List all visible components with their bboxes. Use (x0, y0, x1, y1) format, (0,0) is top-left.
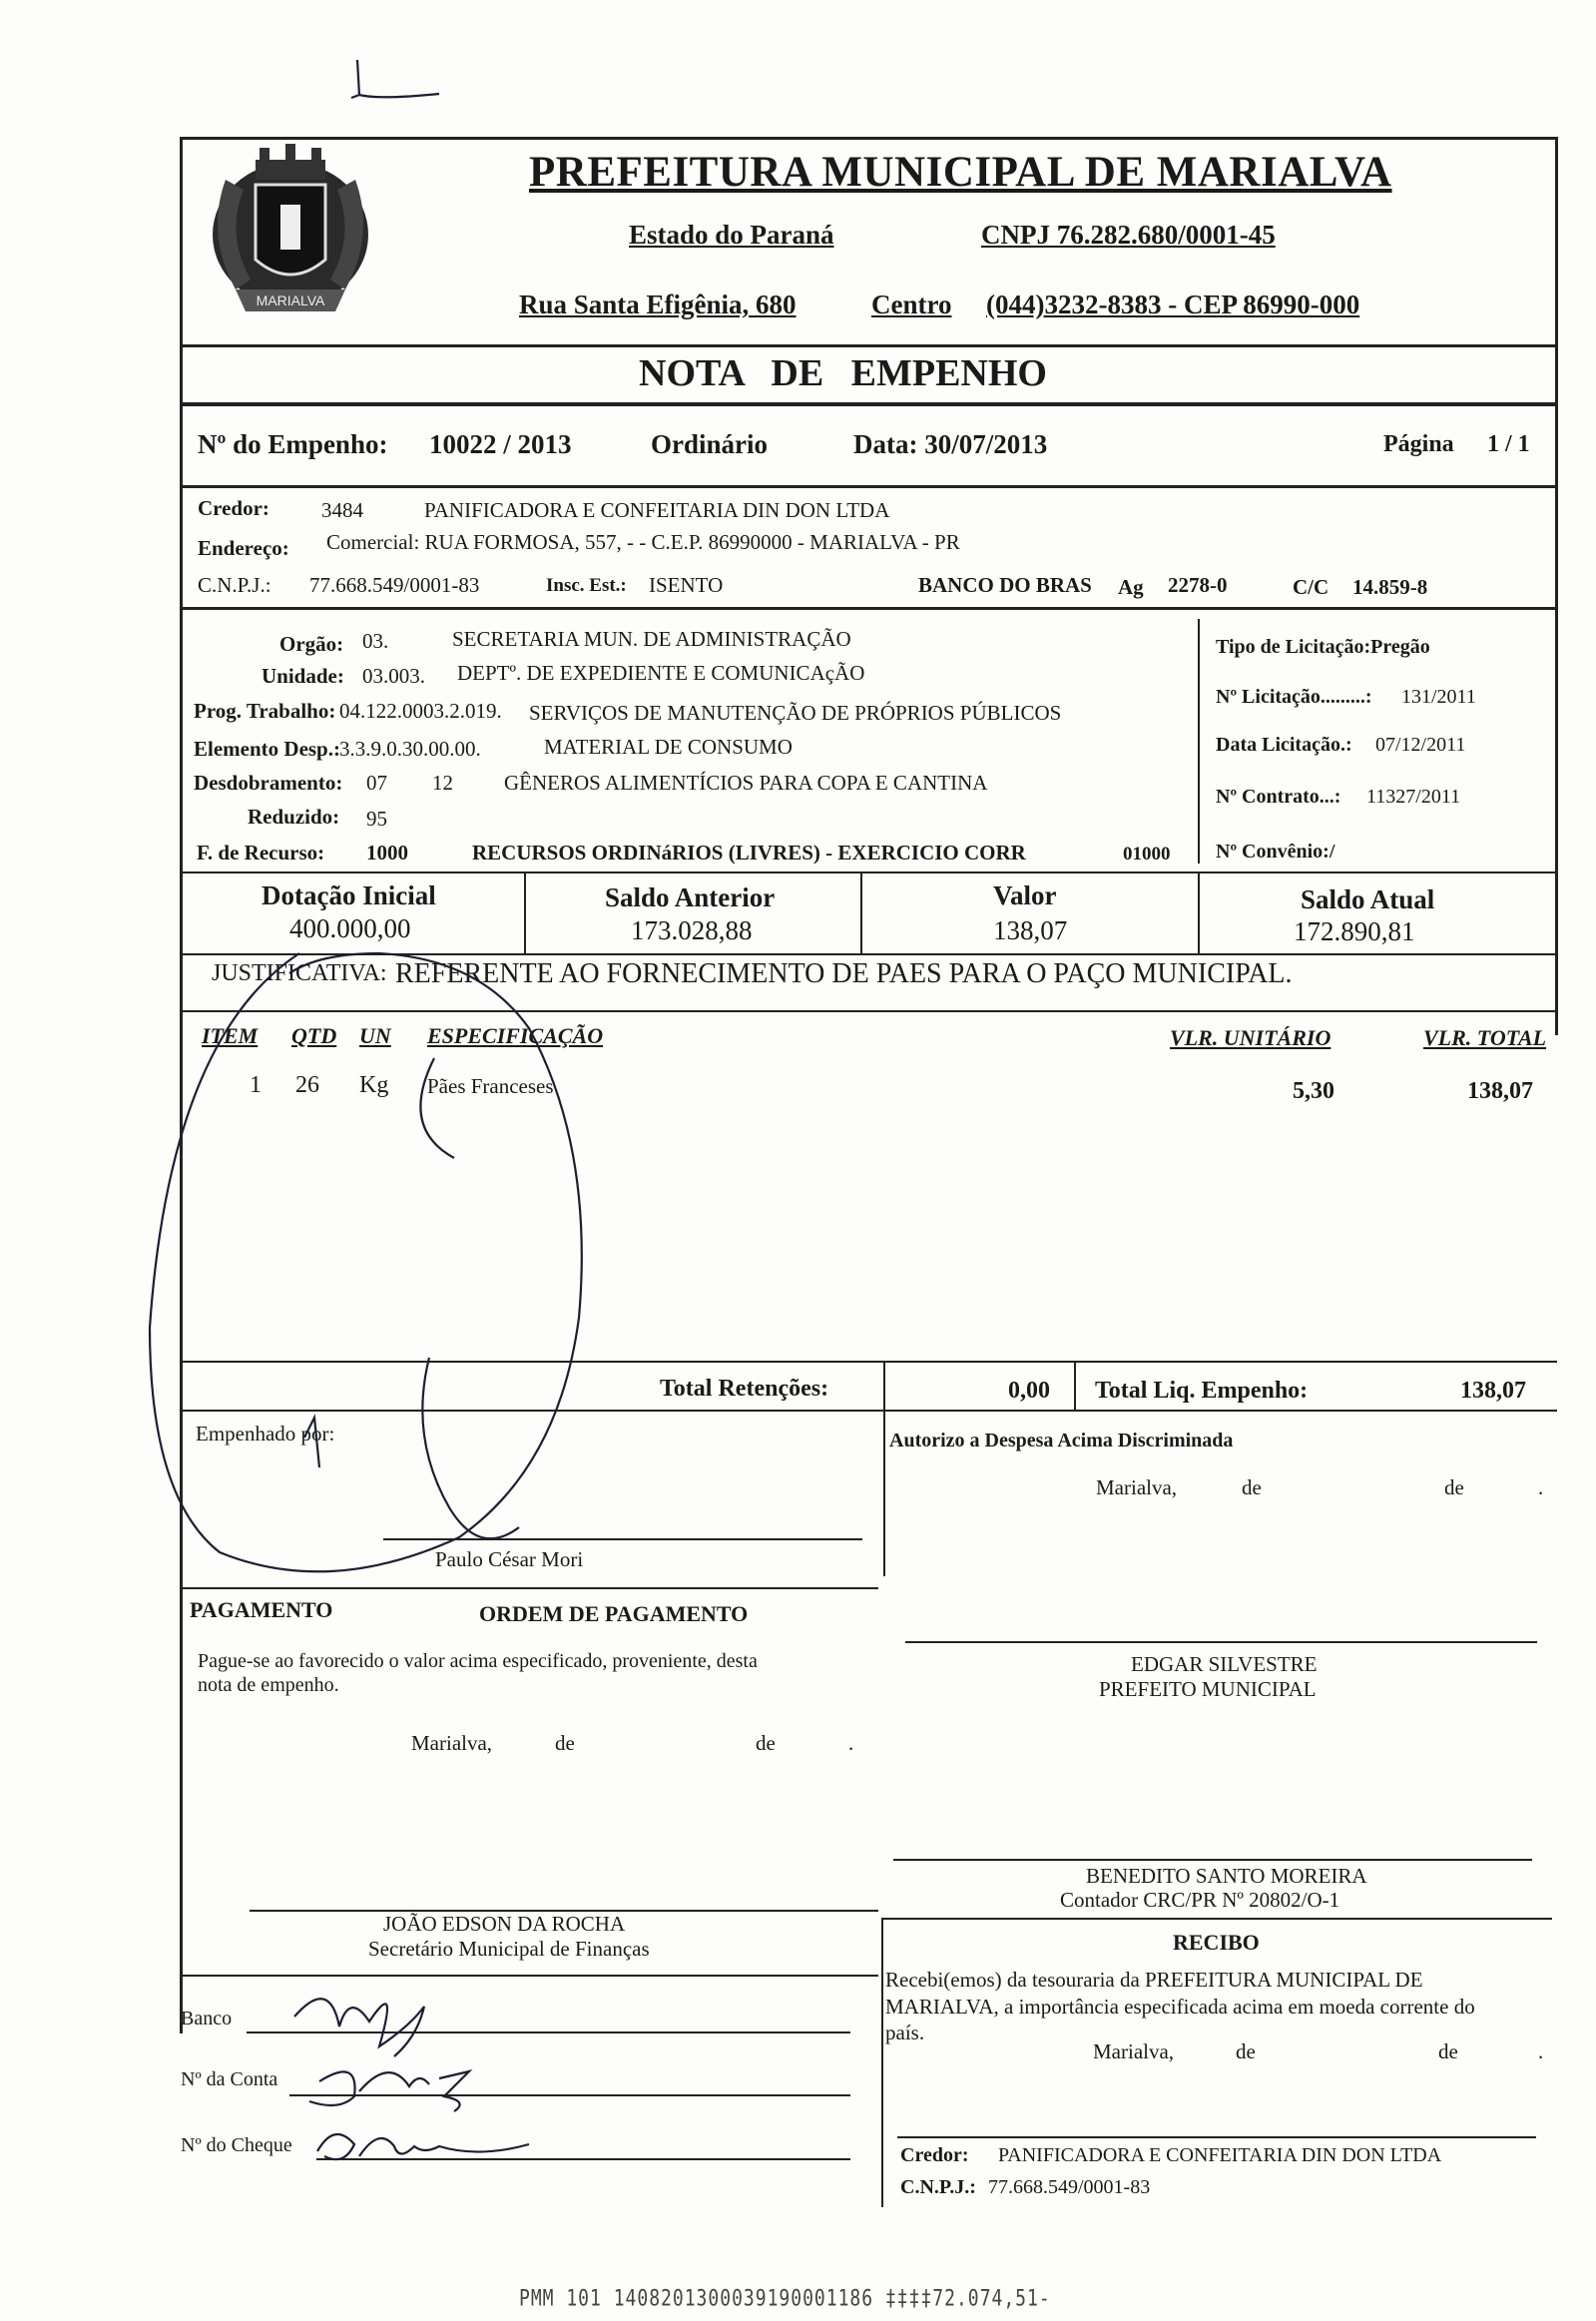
credor-cnpj: 77.668.549/0001-83 (309, 573, 480, 597)
contrato-label: Nº Contrato...: (1216, 786, 1341, 808)
recibo-title: RECIBO (1173, 1930, 1260, 1955)
recurso-name: RECURSOS ORDINáRIOS (LIVRES) - EXERCICIO CORR (472, 841, 1026, 865)
elem-name: MATERIAL DE CONSUMO (544, 735, 793, 759)
empenhado-de1: de (1242, 1475, 1262, 1499)
desd-name: GÊNEROS ALIMENTÍCIOS PARA COPA E CANTINA (504, 771, 988, 795)
pagamento-de1: de (555, 1731, 575, 1755)
bank-cc-label: C/C (1293, 575, 1330, 599)
table-row-qtd: 26 (295, 1072, 319, 1098)
banco-signature (294, 1999, 424, 2056)
bank-ag: 2278-0 (1168, 573, 1228, 597)
prog-code: 04.122.0003.2.019. (339, 699, 502, 723)
mayor-title: PREFEITO MUNICIPAL (1099, 1677, 1317, 1701)
footer-cnpj-label: C.N.P.J.: (900, 2176, 976, 2198)
pagamento-text-2: nota de empenho. (198, 1674, 339, 1696)
reduzido-value: 95 (366, 807, 387, 831)
saldo-atual-value: 172.890,81 (1294, 916, 1415, 946)
bank-ag-label: Ag (1118, 575, 1144, 599)
orgao-code: 03. (362, 629, 389, 653)
credor-address: Comercial: RUA FORMOSA, 557, - - C.E.P. 86990000 - MARIALVA - PR (326, 530, 960, 554)
header-address: Rua Santa Efigênia, 680 (519, 290, 797, 319)
recurso-label: F. de Recurso: (197, 841, 325, 865)
empenhado-stroke (304, 1418, 319, 1467)
contador-name: BENEDITO SANTO MOREIRA (1086, 1864, 1367, 1888)
recibo-de2: de (1438, 2039, 1458, 2063)
footer-cnpj: 77.668.549/0001-83 (988, 2176, 1151, 2198)
reduzido-label: Reduzido: (248, 805, 340, 829)
ordem-pagamento-label: ORDEM DE PAGAMENTO (479, 1601, 749, 1626)
ellipse-mark (150, 953, 582, 1571)
saldo-anterior-label: Saldo Anterior (605, 882, 776, 912)
desd-code1: 07 (366, 771, 387, 795)
table-row-vlr-unit: 5,30 (1293, 1078, 1334, 1104)
secretario-name: JOÃO EDSON DA ROCHA (383, 1912, 626, 1936)
col-vlr-unit: VLR. UNITÁRIO (1170, 1025, 1331, 1050)
empenhado-de2: de (1444, 1475, 1464, 1499)
licitacao-tipo: Tipo de Licitação:Pregão (1216, 636, 1430, 658)
barcode-text: PMM 101 1408201300039190001186 ‡‡‡‡72.074,51- (519, 2285, 1051, 2312)
credor-code: 3484 (321, 498, 363, 522)
total-liq-label: Total Liq. Empenho: (1095, 1378, 1309, 1404)
saldo-anterior-value: 173.028,88 (631, 915, 753, 945)
top-mark (351, 60, 439, 98)
recibo-city: Marialva, (1093, 2039, 1175, 2063)
cnpj-label: C.N.P.J.: (198, 573, 271, 597)
insc-value: ISENTO (649, 573, 724, 597)
secretario-title: Secretário Municipal de Finanças (368, 1937, 650, 1961)
pagamento-text-1: Pague-se ao favorecido o valor acima especificado, proveniente, desta (198, 1650, 758, 1672)
licitacao-numero: 131/2011 (1401, 686, 1476, 708)
desd-label: Desdobramento: (194, 771, 343, 795)
orgao-name: SECRETARIA MUN. DE ADMINISTRAÇÃO (452, 627, 851, 651)
table-row-item: 1 (250, 1072, 262, 1098)
contador-title: Contador CRC/PR Nº 20802/O-1 (1060, 1888, 1340, 1912)
header-phone-cep: (044)3232-8383 - CEP 86990-000 (986, 290, 1360, 319)
empenhado-name: Paulo César Mori (435, 1547, 584, 1571)
conta-label: Nº da Conta (181, 2068, 278, 2090)
empenho-type: Ordinário (651, 429, 769, 459)
table-row-un: Kg (359, 1072, 389, 1098)
total-retencoes-label: Total Retenções: (660, 1376, 829, 1402)
empenho-label: Nº do Empenho: (198, 429, 388, 459)
bank-name: BANCO DO BRAS (918, 573, 1092, 597)
valor-value: 138,07 (993, 915, 1068, 945)
address-label: Endereço: (198, 536, 289, 560)
empenhado-label: Empenhado por: (196, 1422, 335, 1446)
header-cnpj: CNPJ 76.282.680/0001-45 (981, 220, 1276, 250)
recibo-end: . (1538, 2039, 1544, 2063)
elem-code: 3.3.9.0.30.00.00. (339, 737, 481, 761)
recibo-line-2: MARIALVA, a importância especificada acima em moeda corrente do (885, 1995, 1475, 2019)
recibo-line-1: Recebi(emos) da tesouraria da PREFEITURA MUNICIPAL DE (885, 1968, 1423, 1992)
col-qtd: QTD (291, 1023, 337, 1048)
mayor-name: EDGAR SILVESTRE (1131, 1652, 1318, 1676)
total-retencoes-value: 0,00 (1008, 1378, 1050, 1404)
unidade-name: DEPTº. DE EXPEDIENTE E COMUNICAçÃO (457, 661, 865, 685)
recibo-line-3: país. (885, 2021, 925, 2044)
credor-label: Credor: (198, 496, 269, 520)
svg-text:MARIALVA: MARIALVA (256, 292, 325, 308)
justificativa-text: REFERENTE AO FORNECIMENTO DE PAES PARA O PAÇO MUNICIPAL. (395, 958, 1293, 989)
pagamento-label: PAGAMENTO (190, 1597, 333, 1622)
bank-cc: 14.859-8 (1352, 575, 1428, 599)
pagamento-de2: de (756, 1731, 776, 1755)
total-liq-value: 138,07 (1460, 1378, 1526, 1404)
header-title: PREFEITURA MUNICIPAL DE MARIALVA (529, 149, 1392, 196)
licitacao-data-label: Data Licitação.: (1216, 734, 1352, 756)
cheque-signature (317, 2134, 529, 2159)
licitacao-numero-label: Nº Licitação.........: (1216, 686, 1372, 708)
orgao-label: Orgão: (279, 632, 344, 656)
conta-signature (309, 2071, 469, 2111)
header-state: Estado do Paraná (629, 220, 834, 250)
footer-credor-name: PANIFICADORA E CONFEITARIA DIN DON LTDA (998, 2144, 1442, 2166)
inner-loop-mark (420, 1058, 519, 1538)
col-vlr-total: VLR. TOTAL (1423, 1025, 1547, 1050)
recibo-de1: de (1236, 2039, 1256, 2063)
recurso-code: 1000 (366, 841, 408, 865)
empenhado-city: Marialva, (1096, 1475, 1178, 1499)
credor-name: PANIFICADORA E CONFEITARIA DIN DON LTDA (424, 498, 890, 522)
recurso-extra: 01000 (1123, 844, 1171, 865)
empenho-number: 10022 / 2013 (429, 429, 572, 459)
prog-name: SERVIÇOS DE MANUTENÇÃO DE PRÓPRIOS PÚBLICOS (529, 701, 1062, 725)
col-item: ITEM (202, 1023, 259, 1048)
page-value: 1 / 1 (1487, 431, 1530, 457)
doc-title: NOTA DE EMPENHO (639, 352, 1047, 394)
justificativa-label: JUSTIFICATIVA: (212, 960, 387, 986)
convenio: Nº Convênio:/ (1216, 841, 1335, 863)
unidade-label: Unidade: (262, 664, 344, 688)
licitacao-data: 07/12/2011 (1375, 734, 1466, 756)
banco-label: Banco (181, 2008, 233, 2030)
empenho-date: Data: 30/07/2013 (853, 429, 1048, 459)
saldo-atual-label: Saldo Atual (1301, 884, 1435, 914)
elem-label: Elemento Desp.: (194, 737, 340, 761)
pagamento-end: . (848, 1731, 854, 1755)
desd-code2: 12 (432, 771, 453, 795)
dotacao-value: 400.000,00 (289, 913, 411, 943)
pagamento-city: Marialva, (411, 1731, 493, 1755)
col-espec: ESPECIFICAÇÃO (427, 1023, 604, 1048)
prog-label: Prog. Trabalho: (194, 699, 336, 723)
page-label: Página (1383, 431, 1454, 457)
insc-label: Insc. Est.: (546, 575, 627, 596)
dotacao-label: Dotação Inicial (262, 880, 436, 910)
footer-credor-label: Credor: (900, 2144, 969, 2166)
cheque-label: Nº do Cheque (181, 2134, 292, 2156)
header-district: Centro (871, 290, 952, 319)
autorizo-text: Autorizo a Despesa Acima Discriminada (889, 1430, 1234, 1451)
empenhado-end: . (1538, 1475, 1544, 1499)
table-row-vlr-total: 138,07 (1467, 1078, 1533, 1104)
col-un: UN (359, 1023, 391, 1048)
unidade-code: 03.003. (362, 664, 425, 688)
table-row-espec: Pães Franceses (427, 1074, 554, 1098)
valor-label: Valor (993, 880, 1057, 910)
contrato-value: 11327/2011 (1366, 786, 1461, 808)
